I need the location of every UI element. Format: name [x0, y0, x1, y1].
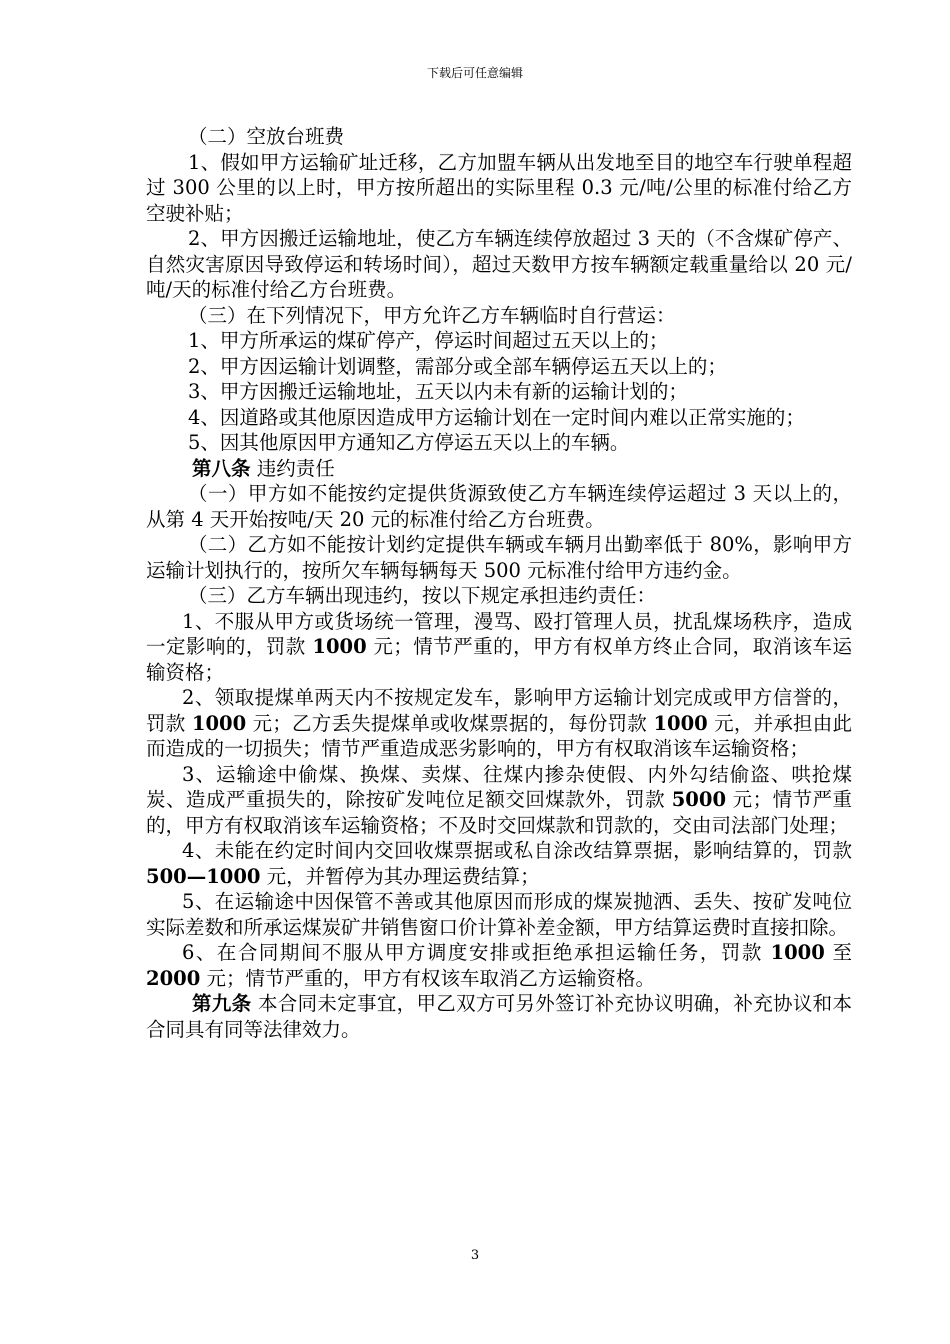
article-8-label: 第八条 [192, 456, 251, 480]
list-item: 1、甲方所承运的煤矿停产，停运时间超过五天以上的； [188, 329, 669, 352]
section-heading-idle-fee: （二）空放台班费 [188, 125, 345, 148]
paragraph: 2、甲方因搬迁运输地址，使乙方车辆连续停放超过 3 天的（不含煤矿停产、自然灾害原因导致停运和转场时间），超过天数甲方按车辆额定载重量给以 20 元/吨/天的标准付给乙方台班费。 [146, 227, 852, 301]
list-item: 3、甲方因搬迁运输地址，五天以内未有新的运输计划的； [188, 380, 688, 403]
list-item: 4、因道路或其他原因造成甲方运输计划在一定时间内难以正常实施的； [188, 405, 805, 429]
page-number: 3 [470, 1248, 480, 1263]
penalty-item-2: 2、领取提煤单两天内不按规定发车，影响甲方运输计划完成或甲方信誉的，罚款 1000 元；乙方丢失提煤单或收煤票据的，每份罚款 1000 元，并承担由此而造成的一切损失；情节严重造成恶劣影响的，甲方有权取消该车运输资格； [146, 686, 852, 760]
paragraph: （三）乙方车辆出现违约，按以下规定承担违约责任： [188, 584, 657, 607]
penalty-item-5: 5、在运输途中因保管不善或其他原因而形成的煤炭抛洒、丢失、按矿发吨位实际差数和所承运煤炭矿井销售窗口价计算补差金额，甲方结算运费时直接扣除。 [146, 890, 852, 939]
list-item: 2、甲方因运输计划调整，需部分或全部车辆停运五天以上的； [188, 354, 727, 378]
document-body [146, 124, 852, 1042]
list-item: 5、因其他原因甲方通知乙方停运五天以上的车辆。 [188, 431, 630, 454]
article-8-heading [146, 456, 852, 482]
penalty-item-4: 4、未能在约定时间内交回收煤票据或私自涂改结算票据，影响结算的，罚款 500—1000 元，并暂停为其办理运费结算； [146, 839, 852, 888]
article-9 [146, 991, 852, 1042]
paragraph: （二）乙方如不能按计划约定提供车辆或车辆月出勤率低于 80%，影响甲方运输计划执行的，按所欠车辆每辆每天 500 元标准付给甲方违约金。 [146, 533, 852, 582]
page-header: 下载后可任意编辑 [426, 66, 523, 80]
penalty-item-1: 1、不服从甲方或货场统一管理，漫骂、殴打管理人员，扰乱煤场秩序，造成一定影响的，罚款 1000 元；情节严重的，甲方有权单方终止合同，取消该车运输资格； [146, 609, 852, 684]
paragraph: （一）甲方如不能按约定提供货源致使乙方车辆连续停运超过 3 天以上的，从第 4 天开始按吨/天 20 元的标准付给乙方台班费。 [146, 482, 852, 531]
article-8-title: 违约责任 [256, 456, 335, 480]
article-9-label: 第九条 [192, 992, 252, 1015]
penalty-item-6: 6、在合同期间不服从甲方调度安排或拒绝承担运输任务，罚款 1000 至 2000 元；情节严重的，甲方有权该车取消乙方运输资格。 [146, 941, 852, 990]
article-9-text: 本合同未定事宜，甲乙双方可另外签订补充协议明确，补充协议和本合同具有同等法律效力。 [146, 992, 852, 1041]
section-heading-temp-operation: （三）在下列情况下，甲方允许乙方车辆临时自行营运： [188, 303, 676, 327]
paragraph: 1、假如甲方运输矿址迁移，乙方加盟车辆从出发地至目的地空车行驶单程超过 300 公里的以上时，甲方按所超出的实际里程 0.3 元/吨/公里的标准付给乙方空驶补贴； [146, 150, 852, 225]
penalty-item-3: 3、运输途中偷煤、换煤、卖煤、往煤内掺杂使假、内外勾结偷盗、哄抢煤炭、造成严重损失的，除按矿发吨位足额交回煤款外，罚款 5000 元；情节严重的，甲方有权取消该车运输资格；不及时交回煤款和罚款的，交由司法部门处理； [146, 762, 852, 837]
